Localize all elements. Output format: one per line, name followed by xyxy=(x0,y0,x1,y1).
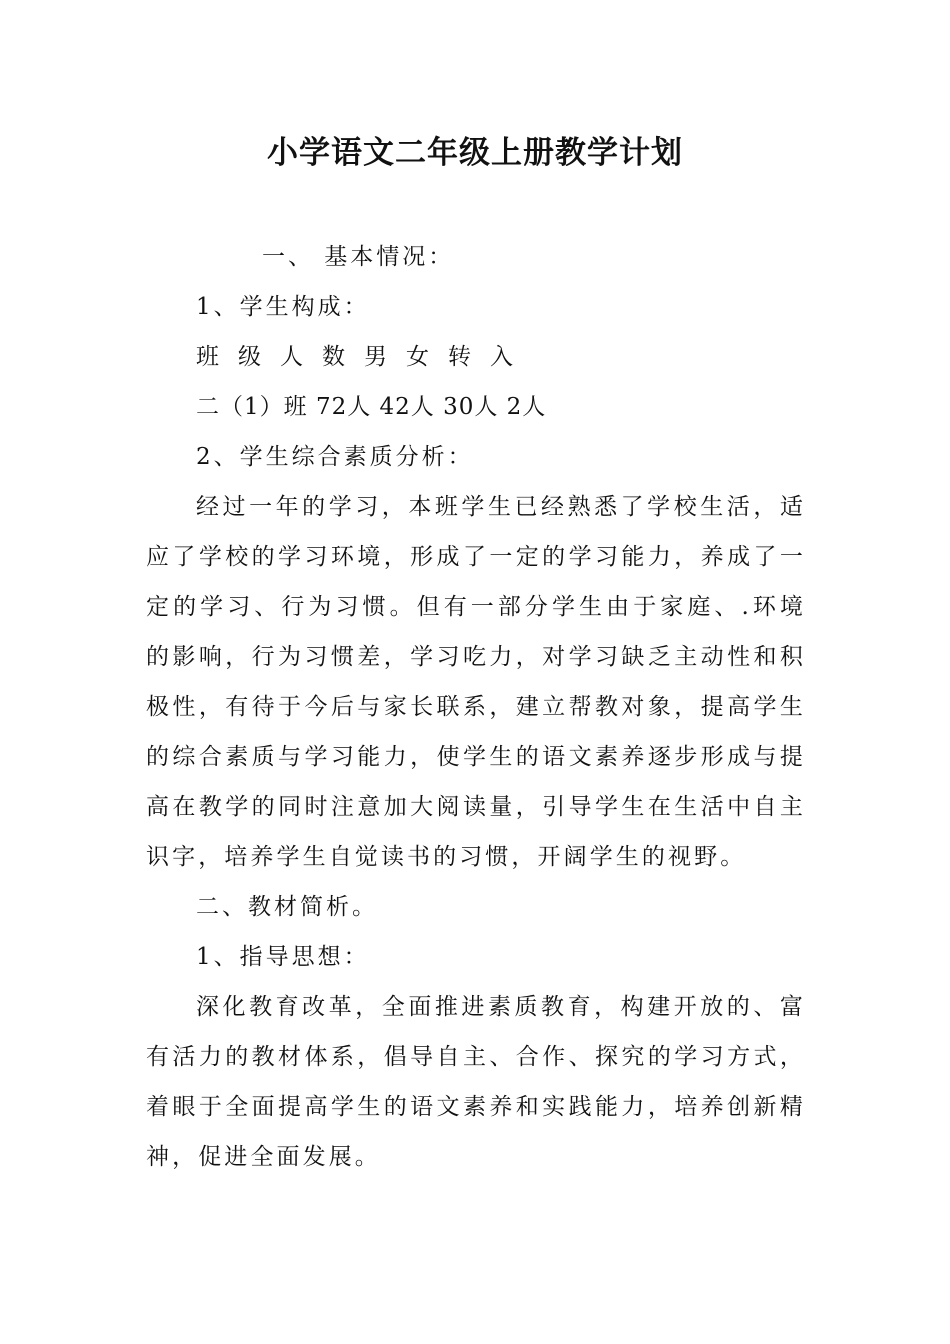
subheading-quality-analysis: 2、学生综合素质分析： xyxy=(196,444,474,470)
subheading-student-composition: 1、学生构成： xyxy=(196,294,370,320)
section-heading-basic-info: 一、 基本情况： xyxy=(262,244,455,270)
paragraph-quality-analysis: 经过一年的学习，本班学生已经熟悉了学校生活，适应了学校的学习环境，形成了一定的学习能力，养成了一定的学习、行为习惯。但有一部分学生由于家庭、.环境的影响，行为习惯差，学习吃力，对学习缺乏主动性和积极性，有待于今后与家长联系，建立帮教对象，提高学生的综合素质与学习能力，使学生的语文素养逐步形成与提高在教学的同时注意加大阅读量，引导学生在生活中自主识字，培养学生自觉读书的习惯，开阔学生的视野。 xyxy=(146,494,806,870)
class-table-row: 二（1）班 72人 42人 30人 2人 xyxy=(196,394,547,420)
document-title: 小学语文二年级上册教学计划 xyxy=(267,135,683,171)
subheading-guiding-ideology: 1、指导思想： xyxy=(196,944,370,970)
class-table-header: 班级人数男女转入 xyxy=(196,344,532,370)
section-heading-textbook-analysis: 二、教材简析。 xyxy=(196,894,378,920)
paragraph-guiding-ideology: 深化教育改革，全面推进素质教育，构建开放的、富有活力的教材体系，倡导自主、合作、探究的学习方式，着眼于全面提高学生的语文素养和实践能力，培养创新精神，促进全面发展。 xyxy=(146,994,806,1170)
